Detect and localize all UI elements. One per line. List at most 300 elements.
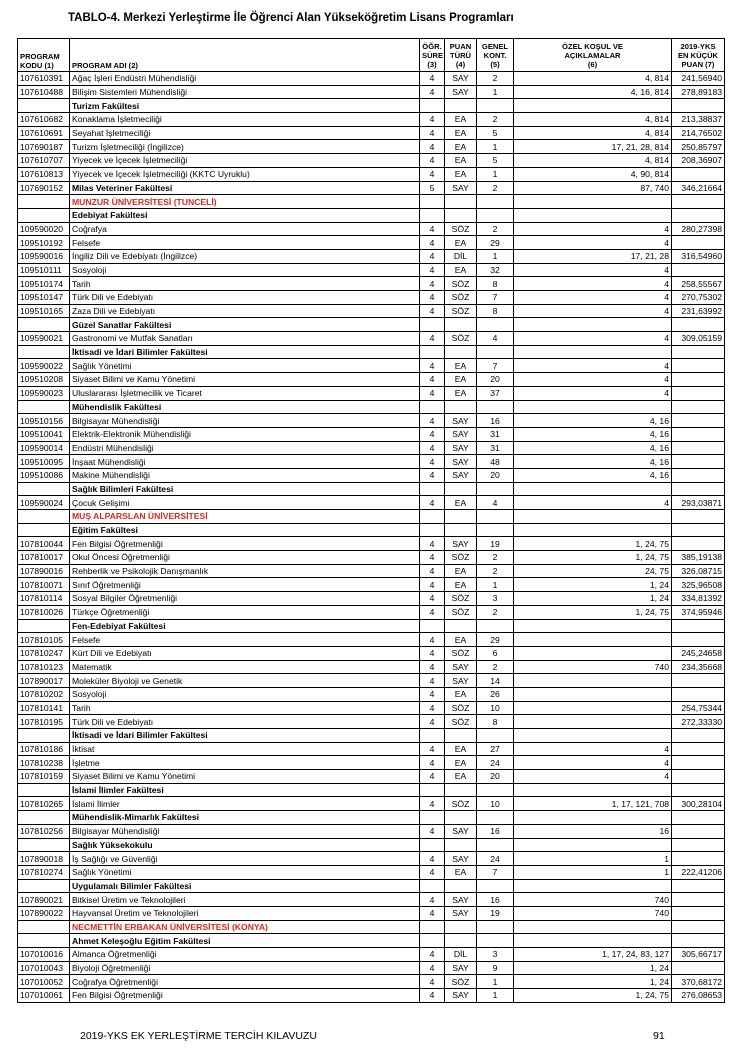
program-name-cell: Seyahat İşletmeciliği	[70, 126, 420, 140]
conditions-cell	[514, 879, 672, 893]
table-row	[18, 263, 725, 277]
table-row	[18, 427, 725, 441]
score-type-cell	[445, 619, 477, 633]
conditions-cell: 16	[514, 824, 672, 838]
score-type-cell: SÖZ	[445, 701, 477, 715]
quota-cell: 7	[477, 865, 514, 879]
conditions-cell	[514, 687, 672, 701]
program-code-cell: 107610488	[18, 85, 70, 99]
table-row	[18, 291, 725, 305]
table-row	[18, 852, 725, 866]
quota-cell: 2	[477, 564, 514, 578]
quota-cell: 8	[477, 277, 514, 291]
program-code-cell: 107810274	[18, 865, 70, 879]
quota-cell: 20	[477, 770, 514, 784]
duration-cell: 4	[420, 496, 445, 510]
duration-cell	[420, 619, 445, 633]
min-score-cell	[672, 742, 725, 756]
score-type-cell	[445, 920, 477, 934]
faculty-row	[18, 482, 725, 496]
quota-cell	[477, 783, 514, 797]
min-score-cell	[672, 427, 725, 441]
table-row	[18, 975, 725, 989]
duration-cell: 4	[420, 154, 445, 168]
min-score-cell	[672, 414, 725, 428]
duration-cell	[420, 811, 445, 825]
table-row	[18, 113, 725, 127]
table-row	[18, 72, 725, 86]
min-score-cell	[672, 318, 725, 332]
program-code-cell: 109510192	[18, 236, 70, 250]
program-name-cell: İş Sağlığı ve Güvenliği	[70, 852, 420, 866]
table-row	[18, 715, 725, 729]
program-name-cell: Sağlık Bilimleri Fakültesi	[70, 482, 420, 496]
page-title: TABLO-4. Merkezi Yerleştirme İle Öğrenci Alan Yükseköğretim Lisans Programları	[68, 12, 514, 24]
conditions-cell: 4	[514, 386, 672, 400]
score-type-cell: EA	[445, 633, 477, 647]
min-score-cell: 300,28104	[672, 797, 725, 811]
program-code-cell: 107810186	[18, 742, 70, 756]
program-code-cell: 109510208	[18, 373, 70, 387]
duration-cell: 4	[420, 113, 445, 127]
program-code-cell: 107810071	[18, 578, 70, 592]
quota-cell: 31	[477, 441, 514, 455]
duration-cell: 4	[420, 564, 445, 578]
min-score-cell: 280,27398	[672, 222, 725, 236]
program-code-cell: 109590014	[18, 441, 70, 455]
score-type-cell: EA	[445, 564, 477, 578]
conditions-cell: 87, 740	[514, 181, 672, 195]
score-type-cell: SÖZ	[445, 291, 477, 305]
conditions-cell	[514, 482, 672, 496]
score-type-cell: SAY	[445, 181, 477, 195]
program-name-cell: Yiyecek ve İçecek İşletmeciliği	[70, 154, 420, 168]
min-score-cell: 231,63992	[672, 304, 725, 318]
program-code-cell	[18, 838, 70, 852]
conditions-cell	[514, 715, 672, 729]
quota-cell: 2	[477, 660, 514, 674]
min-score-cell	[672, 893, 725, 907]
program-name-cell: Türk Dili ve Edebiyatı	[70, 715, 420, 729]
duration-cell: 4	[420, 715, 445, 729]
header-min-score: 2019-YKS EN KÜÇÜK PUAN (7)	[672, 39, 725, 72]
min-score-cell: 213,38837	[672, 113, 725, 127]
conditions-cell: 1, 17, 24, 83, 127	[514, 948, 672, 962]
score-type-cell: EA	[445, 236, 477, 250]
program-name-cell: Fen Bilgisi Öğretmenliği	[70, 537, 420, 551]
conditions-cell: 4, 814	[514, 113, 672, 127]
program-code-cell	[18, 879, 70, 893]
score-type-cell: SÖZ	[445, 222, 477, 236]
score-type-cell: EA	[445, 770, 477, 784]
min-score-cell	[672, 373, 725, 387]
program-name-cell: Coğrafya	[70, 222, 420, 236]
min-score-cell: 370,68172	[672, 975, 725, 989]
conditions-cell: 4	[514, 332, 672, 346]
program-code-cell: 107810114	[18, 592, 70, 606]
table-row	[18, 496, 725, 510]
score-type-cell	[445, 879, 477, 893]
program-name-cell: Sosyal Bilgiler Öğretmenliği	[70, 592, 420, 606]
quota-cell: 8	[477, 715, 514, 729]
duration-cell	[420, 208, 445, 222]
program-code-cell: 109590023	[18, 386, 70, 400]
table-header-row	[18, 39, 725, 72]
faculty-row	[18, 838, 725, 852]
conditions-cell: 4, 16	[514, 468, 672, 482]
min-score-cell	[672, 195, 725, 209]
score-type-cell: SÖZ	[445, 975, 477, 989]
duration-cell	[420, 920, 445, 934]
min-score-cell	[672, 633, 725, 647]
quota-cell	[477, 482, 514, 496]
min-score-cell	[672, 99, 725, 113]
min-score-cell: 293,03871	[672, 496, 725, 510]
quota-cell	[477, 510, 514, 524]
score-type-cell	[445, 318, 477, 332]
table-row	[18, 989, 725, 1003]
table-row	[18, 373, 725, 387]
table-body	[18, 72, 725, 1003]
min-score-cell	[672, 455, 725, 469]
score-type-cell	[445, 811, 477, 825]
conditions-cell: 1, 24, 75	[514, 551, 672, 565]
program-name-cell: Bilgisayar Mühendisliği	[70, 414, 420, 428]
program-name-cell: Uluslararası İşletmecilik ve Ticaret	[70, 386, 420, 400]
min-score-cell	[672, 729, 725, 743]
program-name-cell: İktisat	[70, 742, 420, 756]
min-score-cell: 374,95946	[672, 605, 725, 619]
score-type-cell: EA	[445, 263, 477, 277]
quota-cell	[477, 208, 514, 222]
conditions-cell: 4	[514, 770, 672, 784]
duration-cell: 4	[420, 797, 445, 811]
program-code-cell: 107890018	[18, 852, 70, 866]
duration-cell: 4	[420, 277, 445, 291]
program-code-cell	[18, 523, 70, 537]
program-name-cell: Hayvansal Üretim ve Teknolojileri	[70, 906, 420, 920]
program-code-cell: 109590024	[18, 496, 70, 510]
duration-cell: 4	[420, 961, 445, 975]
conditions-cell	[514, 99, 672, 113]
score-type-cell: SÖZ	[445, 332, 477, 346]
program-name-cell: Güzel Sanatlar Fakültesi	[70, 318, 420, 332]
duration-cell: 4	[420, 249, 445, 263]
quota-cell: 48	[477, 455, 514, 469]
faculty-row	[18, 619, 725, 633]
score-type-cell: DİL	[445, 948, 477, 962]
program-name-cell: Sağlık Yönetimi	[70, 865, 420, 879]
program-name-cell: Zaza Dili ve Edebiyatı	[70, 304, 420, 318]
min-score-cell: 334,81392	[672, 592, 725, 606]
table-row	[18, 948, 725, 962]
quota-cell	[477, 318, 514, 332]
quota-cell: 1	[477, 975, 514, 989]
table-row	[18, 756, 725, 770]
program-name-cell: Fen Bilgisi Öğretmenliği	[70, 989, 420, 1003]
program-code-cell: 107610691	[18, 126, 70, 140]
duration-cell	[420, 783, 445, 797]
conditions-cell	[514, 619, 672, 633]
quota-cell: 2	[477, 181, 514, 195]
table-row	[18, 386, 725, 400]
program-code-cell: 107610682	[18, 113, 70, 127]
duration-cell	[420, 838, 445, 852]
conditions-cell	[514, 811, 672, 825]
score-type-cell: SAY	[445, 72, 477, 86]
quota-cell: 16	[477, 414, 514, 428]
conditions-cell	[514, 195, 672, 209]
duration-cell: 4	[420, 537, 445, 551]
min-score-cell	[672, 359, 725, 373]
duration-cell: 4	[420, 701, 445, 715]
min-score-cell	[672, 756, 725, 770]
min-score-cell	[672, 783, 725, 797]
conditions-cell	[514, 646, 672, 660]
program-name-cell: Yiyecek ve İçecek İşletmeciliği (KKTC Uyruklu)	[70, 167, 420, 181]
program-code-cell: 107810256	[18, 824, 70, 838]
min-score-cell	[672, 811, 725, 825]
conditions-cell: 24, 75	[514, 564, 672, 578]
duration-cell: 4	[420, 72, 445, 86]
min-score-cell: 254,75344	[672, 701, 725, 715]
program-code-cell	[18, 920, 70, 934]
quota-cell: 7	[477, 359, 514, 373]
header-quota: GENEL KONT. (5)	[477, 39, 514, 72]
quota-cell: 16	[477, 824, 514, 838]
conditions-cell: 4	[514, 756, 672, 770]
min-score-cell: 222,41206	[672, 865, 725, 879]
quota-cell	[477, 729, 514, 743]
duration-cell	[420, 318, 445, 332]
quota-cell	[477, 934, 514, 948]
program-name-cell: İktisadi ve İdari Bilimler Fakültesi	[70, 345, 420, 359]
quota-cell	[477, 619, 514, 633]
program-code-cell: 107010016	[18, 948, 70, 962]
quota-cell	[477, 920, 514, 934]
program-name-cell: Okul Öncesi Öğretmenliği	[70, 551, 420, 565]
min-score-cell: 385,19138	[672, 551, 725, 565]
program-code-cell	[18, 195, 70, 209]
duration-cell: 4	[420, 551, 445, 565]
program-code-cell: 109590016	[18, 249, 70, 263]
duration-cell: 4	[420, 236, 445, 250]
program-name-cell: Biyoloji Öğretmenliği	[70, 961, 420, 975]
duration-cell: 4	[420, 852, 445, 866]
program-name-cell: İktisadi ve İdari Bilimler Fakültesi	[70, 729, 420, 743]
score-type-cell: SAY	[445, 441, 477, 455]
conditions-cell	[514, 510, 672, 524]
faculty-row	[18, 523, 725, 537]
footer-guide-title: 2019-YKS EK YERLEŞTİRME TERCİH KILAVUZU	[80, 1030, 317, 1042]
quota-cell: 31	[477, 427, 514, 441]
min-score-cell: 250,85797	[672, 140, 725, 154]
program-code-cell	[18, 345, 70, 359]
program-name-cell: Almanca Öğretmenliği	[70, 948, 420, 962]
score-type-cell	[445, 729, 477, 743]
program-code-cell: 107890022	[18, 906, 70, 920]
table-row	[18, 906, 725, 920]
score-type-cell	[445, 934, 477, 948]
program-name-cell: Sağlık Yönetimi	[70, 359, 420, 373]
conditions-cell: 4, 814	[514, 154, 672, 168]
quota-cell: 19	[477, 906, 514, 920]
score-type-cell	[445, 510, 477, 524]
conditions-cell	[514, 400, 672, 414]
quota-cell: 2	[477, 605, 514, 619]
program-name-cell: Siyaset Bilimi ve Kamu Yönetimi	[70, 770, 420, 784]
program-name-cell: Rehberlik ve Psikolojik Danışmanlık	[70, 564, 420, 578]
quota-cell: 3	[477, 592, 514, 606]
program-code-cell: 109510041	[18, 427, 70, 441]
quota-cell: 2	[477, 72, 514, 86]
quota-cell	[477, 523, 514, 537]
table-row	[18, 414, 725, 428]
program-code-cell: 107890017	[18, 674, 70, 688]
program-code-cell: 109510095	[18, 455, 70, 469]
conditions-cell	[514, 208, 672, 222]
program-code-cell	[18, 208, 70, 222]
score-type-cell: SAY	[445, 961, 477, 975]
score-type-cell	[445, 523, 477, 537]
quota-cell: 24	[477, 852, 514, 866]
program-code-cell: 109510086	[18, 468, 70, 482]
score-type-cell: SAY	[445, 824, 477, 838]
program-name-cell: Türkçe Öğretmenliği	[70, 605, 420, 619]
header-score-type: PUAN TÜRÜ (4)	[445, 39, 477, 72]
score-type-cell	[445, 400, 477, 414]
conditions-cell: 4	[514, 236, 672, 250]
quota-cell: 9	[477, 961, 514, 975]
min-score-cell	[672, 167, 725, 181]
quota-cell	[477, 811, 514, 825]
quota-cell	[477, 400, 514, 414]
table-row	[18, 824, 725, 838]
conditions-cell	[514, 345, 672, 359]
quota-cell: 5	[477, 154, 514, 168]
table-row	[18, 154, 725, 168]
program-name-cell: İslami İlimler	[70, 797, 420, 811]
quota-cell	[477, 195, 514, 209]
score-type-cell: EA	[445, 359, 477, 373]
score-type-cell	[445, 838, 477, 852]
duration-cell: 4	[420, 865, 445, 879]
table-row	[18, 770, 725, 784]
score-type-cell: SÖZ	[445, 646, 477, 660]
table-row	[18, 181, 725, 195]
program-name-cell: Mühendislik-Mimarlık Fakültesi	[70, 811, 420, 825]
programs-table	[17, 38, 725, 1003]
conditions-cell: 1, 24, 75	[514, 537, 672, 551]
conditions-cell: 4, 814	[514, 126, 672, 140]
table-row	[18, 441, 725, 455]
min-score-cell	[672, 208, 725, 222]
score-type-cell: EA	[445, 865, 477, 879]
duration-cell: 4	[420, 386, 445, 400]
score-type-cell: SAY	[445, 455, 477, 469]
conditions-cell	[514, 838, 672, 852]
program-name-cell: MUŞ ALPARSLAN ÜNİVERSİTESİ	[70, 510, 420, 524]
min-score-cell	[672, 345, 725, 359]
min-score-cell: 234,35668	[672, 660, 725, 674]
program-code-cell: 107810247	[18, 646, 70, 660]
conditions-cell: 4	[514, 222, 672, 236]
quota-cell: 5	[477, 126, 514, 140]
program-name-cell: Felsefe	[70, 633, 420, 647]
score-type-cell: EA	[445, 167, 477, 181]
faculty-row	[18, 934, 725, 948]
program-name-cell: İnşaat Mühendisliği	[70, 455, 420, 469]
program-code-cell: 107810195	[18, 715, 70, 729]
program-code-cell: 109510174	[18, 277, 70, 291]
min-score-cell	[672, 510, 725, 524]
quota-cell: 27	[477, 742, 514, 756]
duration-cell: 4	[420, 373, 445, 387]
program-code-cell	[18, 318, 70, 332]
quota-cell: 10	[477, 701, 514, 715]
program-name-cell: Felsefe	[70, 236, 420, 250]
min-score-cell	[672, 619, 725, 633]
program-name-cell: Siyaset Bilimi ve Kamu Yönetimi	[70, 373, 420, 387]
quota-cell: 2	[477, 551, 514, 565]
score-type-cell: EA	[445, 756, 477, 770]
score-type-cell	[445, 208, 477, 222]
quota-cell: 10	[477, 797, 514, 811]
faculty-row	[18, 318, 725, 332]
program-name-cell: Turizm İşletmeciliği (İngilizce)	[70, 140, 420, 154]
quota-cell	[477, 99, 514, 113]
conditions-cell: 1, 24	[514, 578, 672, 592]
duration-cell: 4	[420, 578, 445, 592]
program-code-cell: 107890016	[18, 564, 70, 578]
duration-cell	[420, 345, 445, 359]
program-name-cell: Bitkisel Üretim ve Teknolojileri	[70, 893, 420, 907]
program-code-cell: 107810238	[18, 756, 70, 770]
program-name-cell: Elektrik-Elektronik Mühendisliği	[70, 427, 420, 441]
min-score-cell	[672, 920, 725, 934]
score-type-cell	[445, 195, 477, 209]
conditions-cell	[514, 701, 672, 715]
conditions-cell	[514, 318, 672, 332]
conditions-cell	[514, 523, 672, 537]
program-name-cell: Tarih	[70, 277, 420, 291]
university-row	[18, 510, 725, 524]
conditions-cell: 4, 16	[514, 414, 672, 428]
program-code-cell: 107610391	[18, 72, 70, 86]
min-score-cell: 316,54960	[672, 249, 725, 263]
program-code-cell	[18, 729, 70, 743]
duration-cell: 4	[420, 742, 445, 756]
quota-cell: 24	[477, 756, 514, 770]
quota-cell: 4	[477, 496, 514, 510]
program-code-cell	[18, 99, 70, 113]
quota-cell: 4	[477, 332, 514, 346]
table-row	[18, 359, 725, 373]
conditions-cell: 1, 24, 75	[514, 989, 672, 1003]
duration-cell	[420, 482, 445, 496]
quota-cell: 7	[477, 291, 514, 305]
duration-cell: 4	[420, 332, 445, 346]
score-type-cell: SAY	[445, 674, 477, 688]
score-type-cell: EA	[445, 126, 477, 140]
program-code-cell: 109590021	[18, 332, 70, 346]
duration-cell	[420, 400, 445, 414]
program-name-cell: Ağaç İşleri Endüstri Mühendisliği	[70, 72, 420, 86]
score-type-cell: SÖZ	[445, 277, 477, 291]
min-score-cell	[672, 770, 725, 784]
duration-cell: 4	[420, 291, 445, 305]
program-name-cell: Bilgisayar Mühendisliği	[70, 824, 420, 838]
